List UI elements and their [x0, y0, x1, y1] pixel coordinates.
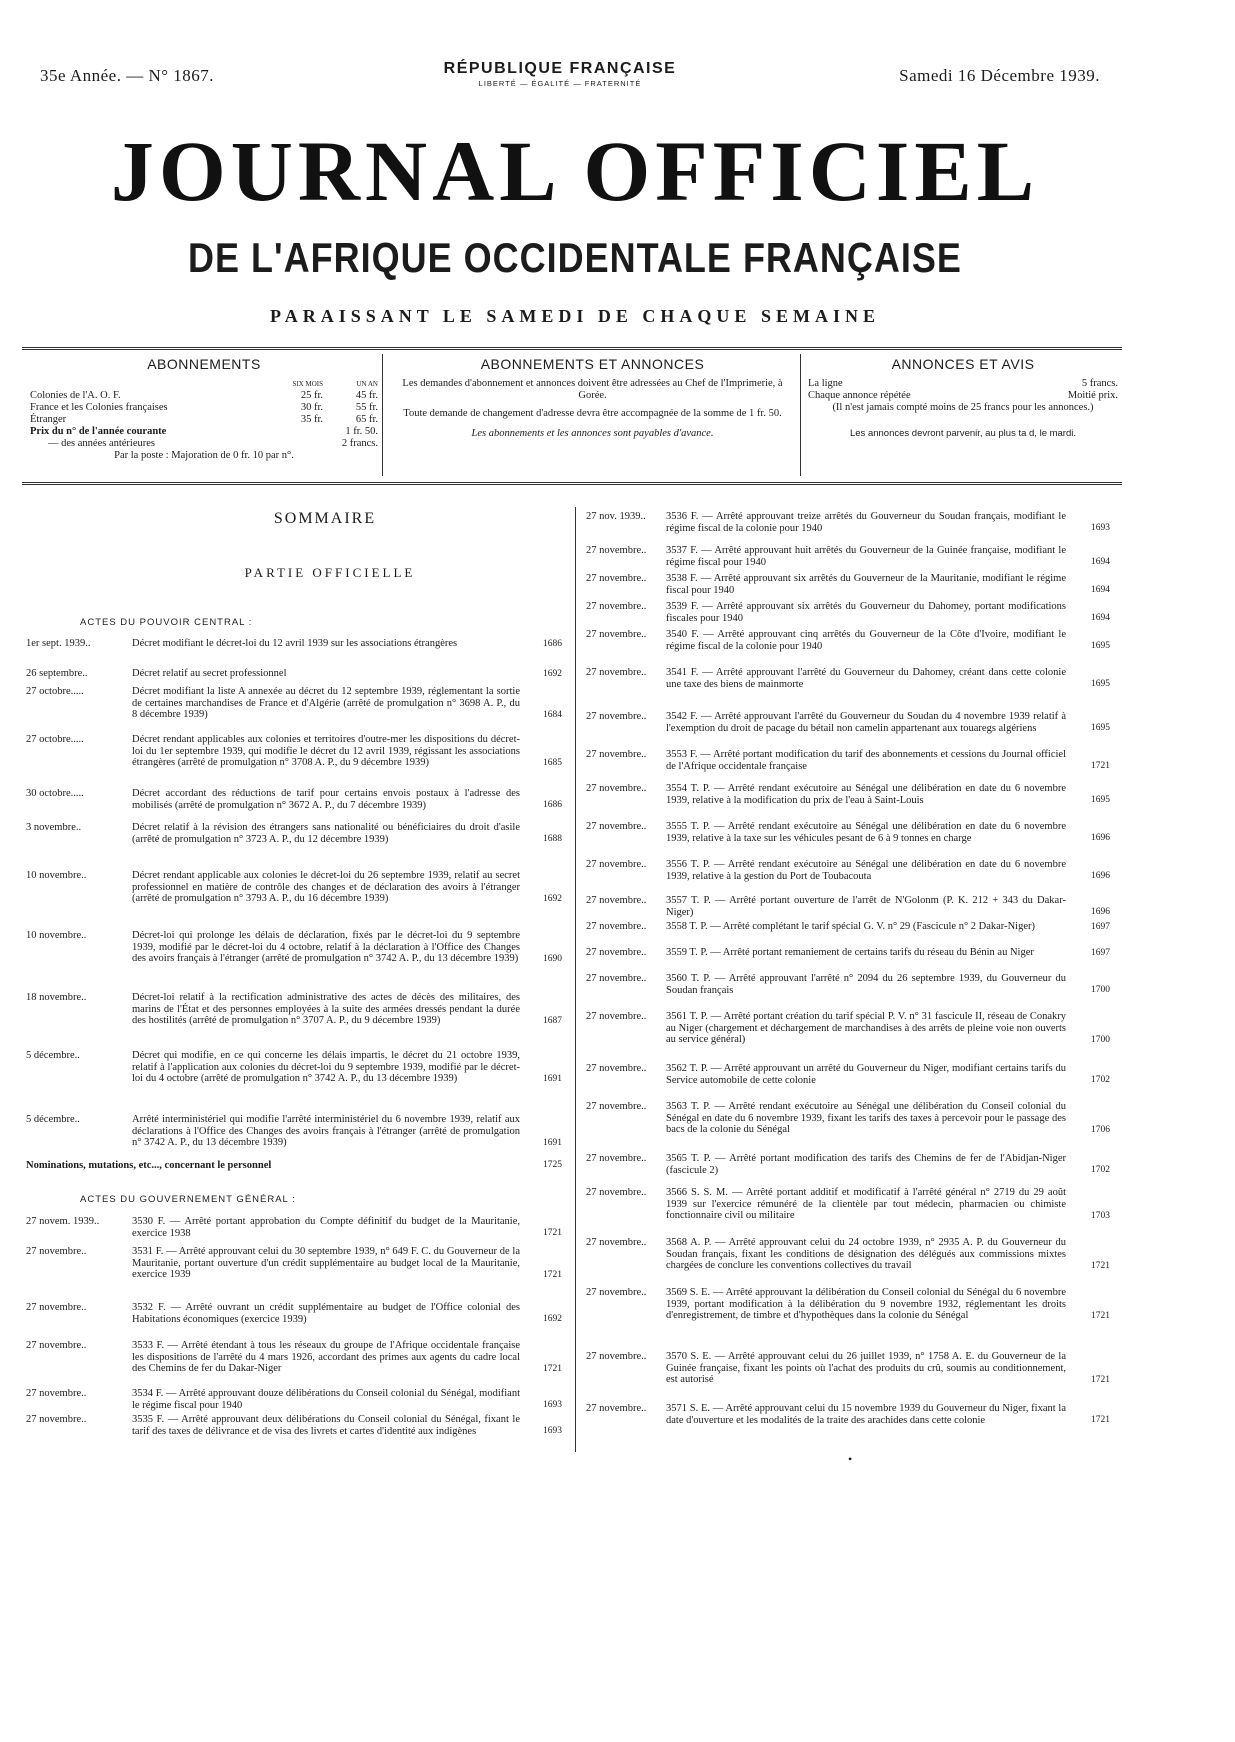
box-divider	[382, 354, 383, 476]
entry-page-number: 1693	[1091, 523, 1110, 533]
entry-date: 27 novembre..	[586, 601, 647, 612]
entry-text: 3569 S. E. — Arrêté approuvant la délibération du Conseil colonial du Sénégal du 6 novembre 1939, portant modification à la délibération du 9 novembre 1932, réglementant les droits d'enregistrement, de timbre et d'hypothèques dans la colonie du Sénégal	[666, 1287, 1066, 1321]
entry-text: Décret modifiant la liste A annexée au décret du 12 septembre 1939, réglementant la sortie de certaines marchandises de France et d'Algérie (arrêté de promulgation n° 3698 A. P., du 8 décembre 1939)	[132, 686, 520, 720]
entry-text: 3555 T. P. — Arrêté rendant exécutoire au Sénégal une délibération en date du 6 novembre 1939, relative à la taxe sur les véhicules pesant de 6 à 9 tonnes en charge	[666, 821, 1066, 844]
entry-page-number: 1721	[543, 1364, 562, 1374]
entry-date: 27 novembre..	[586, 1403, 647, 1414]
table-row: — des années antérieures 2 francs.	[48, 438, 378, 449]
entry-page-number: 1693	[543, 1426, 562, 1436]
entry-date: 10 novembre..	[26, 930, 87, 941]
abonnements-column	[30, 356, 378, 474]
entry-text: 3568 A. P. — Arrêté approuvant celui du 24 octobre 1939, n° 2935 A. P. du Gouverneur du Soudan français, fixant les conditions de désignation des délégués aux commissions mixtes chargées de conclure les conventions collectives du travail	[666, 1237, 1066, 1271]
entry-page-number: 1721	[1091, 1415, 1110, 1425]
entry-text: 3557 T. P. — Arrêté portant ouverture de l'arrêt de N'Golonm (P. K. 212 + 343 du Dakar-Niger)	[666, 895, 1066, 918]
entry-page-number: 1697	[1091, 922, 1110, 932]
entry-text: 3533 F. — Arrêté étendant à tous les réseaux du groupe de l'Afrique occidentale française les dispositions de l'arrêté du 4 mars 1926, accordant des primes aux agents du cadre local des Chemins de fer du Dakar-Niger	[132, 1340, 520, 1374]
column-divider	[575, 507, 576, 1452]
entry-text: 3556 T. P. — Arrêté rendant exécutoire au Sénégal une délibération en date du 6 novembre 1939, relative à la gestion du Port de Toubacouta	[666, 859, 1066, 882]
box-divider	[800, 354, 801, 476]
entry-text: 3558 T. P. — Arrêté complétant le tarif spécial G. V. n° 29 (Fascicule n° 2 Dakar-Niger)	[666, 921, 1035, 932]
entry-text: 3571 S. E. — Arrêté approuvant celui du 15 novembre 1939 du Gouverneur du Niger, fixant la date d'ouverture et les modalités de la traite des arachides dans cette colonie	[666, 1403, 1066, 1426]
entry-page-number: 1702	[1091, 1165, 1110, 1175]
issue-date: Samedi 16 Décembre 1939.	[899, 66, 1100, 85]
issue-number: 35e Année. — N° 1867.	[40, 66, 215, 85]
publication-frequency: PARAISSANT LE SAMEDI DE CHAQUE SEMAINE	[270, 306, 880, 326]
entry-date: 27 novembre..	[586, 749, 647, 760]
entry-date: 27 novembre..	[586, 821, 647, 832]
entry-date: 18 novembre..	[26, 992, 87, 1003]
entry-text: 3539 F. — Arrêté approuvant six arrêtés du Gouverneur du Dahomey, portant modifications fiscales pour 1940	[666, 601, 1066, 624]
entry-page-number: 1685	[543, 758, 562, 768]
entry-date: 27 novembre..	[26, 1414, 87, 1425]
entry-text: Arrêté interministériel qui modifie l'arrêté interministériel du 6 novembre 1939, relatif aux déclarations à l'Office des Changes des avoirs français à l'étranger (arrêté de promulgation n° 3742 A. P., du 13 décembre 1939)	[132, 1114, 520, 1148]
republic-label: RÉPUBLIQUE FRANÇAISE	[443, 60, 677, 77]
entry-text: 3560 T. P. — Arrêté approuvant l'arrêté n° 2094 du 26 septembre 1939, du Gouverneur du Soudan français	[666, 973, 1066, 996]
entry-page-number: 1692	[543, 1314, 562, 1324]
entry-text: Décret-loi qui prolonge les délais de déclaration, fixés par le décret-loi du 9 septembre 1939, modifié par le décret-loi du 4 octobre, relatif à la déclaration à l'Office des Changes des avoirs français à l'étranger (arrêté de promulgation n° 3742 A. P., du 13 décembre 1939)	[132, 930, 520, 964]
entry-date: 27 nov. 1939..	[586, 511, 646, 522]
entry-text: 3531 F. — Arrêté approuvant celui du 30 septembre 1939, n° 649 F. C. du Gouverneur de la Mauritanie, portant ouverture d'un crédit supplémentaire au budget local de la Mauritanie, exercice 1939	[132, 1246, 520, 1280]
table-row: France et les Colonies françaises 30 fr. 55 fr.	[30, 402, 378, 413]
entry-text: 3566 S. S. M. — Arrêté portant additif et modificatif à l'arrêté général n° 2719 du 29 août 1939 sur l'exercice rémunéré de la clientèle par tout médecin, pharmacien ou chimiste fonctionnaire civil ou militaire	[666, 1187, 1066, 1221]
entry-page-number: 1691	[543, 1074, 562, 1084]
entry-page-number: 1721	[543, 1228, 562, 1238]
entry-text: 3534 F. — Arrêté approuvant douze délibérations du Conseil colonial du Sénégal, modifiant le régime fiscal pour 1940	[132, 1388, 520, 1411]
entry-date: 27 octobre.....	[26, 734, 84, 745]
col-six-mois: SIX MOIS	[292, 380, 323, 388]
entry-page-number: 1696	[1091, 871, 1110, 881]
entry-page-number: 1695	[1091, 641, 1110, 651]
nominations-label: Nominations, mutations, etc..., concernant le personnel	[26, 1160, 272, 1171]
entry-text: Décret accordant des réductions de tarif pour certains envois postaux à l'adresse des mobilisés (arrêté de promulgation n° 3672 A. P., du 7 décembre 1939)	[132, 788, 520, 811]
entry-text: 3530 F. — Arrêté portant approbation du Compte définitif du budget de la Mauritanie, exercice 1938	[132, 1216, 520, 1239]
journal-subtitle: DE L'AFRIQUE OCCIDENTALE FRANÇAISE	[188, 233, 962, 281]
entry-text: 3562 T. P. — Arrêté approuvant un arrêté du Gouverneur du Niger, modifiant certains tarifs du Service automobile de cette colonie	[666, 1063, 1066, 1086]
entry-date: 27 novembre..	[586, 895, 647, 906]
entry-date: 26 septembre..	[26, 668, 88, 679]
motto: LIBERTÉ — ÉGALITÉ — FRATERNITÉ	[478, 79, 642, 88]
entry-page-number: 1684	[543, 710, 562, 720]
entry-date: 27 novembre..	[586, 859, 647, 870]
entry-date: 5 décembre..	[26, 1114, 80, 1125]
entry-date: 27 novembre..	[586, 1101, 647, 1112]
republic-header	[380, 60, 740, 88]
entry-page-number: 1721	[1091, 1311, 1110, 1321]
entry-page-number: 1695	[1091, 723, 1110, 733]
entry-page-number: 1690	[543, 954, 562, 964]
entry-date: 27 novembre..	[586, 783, 647, 794]
entry-page-number: 1692	[543, 669, 562, 679]
entry-page-number: 1695	[1091, 679, 1110, 689]
entry-text: 3537 F. — Arrêté approuvant huit arrêtés du Gouverneur de la Guinée française, modifiant le régime fiscal pour 1940	[666, 545, 1066, 568]
entry-date: 27 novembre..	[586, 711, 647, 722]
entry-page-number: 1694	[1091, 613, 1110, 623]
annonces-column	[808, 356, 1118, 474]
entry-page-number: 1696	[1091, 907, 1110, 917]
entry-page-number: 1694	[1091, 557, 1110, 567]
abonnements-table	[30, 378, 378, 450]
entry-page-number: 1686	[543, 800, 562, 810]
entry-page-number: 1691	[543, 1138, 562, 1148]
entry-date: 10 novembre..	[26, 870, 87, 881]
entry-date: 27 novembre..	[26, 1302, 87, 1313]
entry-date: 27 novembre..	[586, 1237, 647, 1248]
subscription-box	[22, 347, 1122, 485]
change-address-note: Toute demande de changement d'adresse devra être accompagnée de la somme de 1 fr. 50.	[403, 408, 782, 419]
entry-text: 3570 S. E. — Arrêté approuvant celui du 26 juillet 1939, n° 1758 A. E. du Gouverneur de la Guinée française, fixant les points où l'achat des produits du crû, soumis au conditionnement, est autorisé	[666, 1351, 1066, 1385]
entry-text: 3554 T. P. — Arrêté rendant exécutoire au Sénégal une délibération en date du 6 novembre 1939, relative à la modification du prix de l'eau à Saint-Louis	[666, 783, 1066, 806]
entry-text: 3538 F. — Arrêté approuvant six arrêtés du Gouverneur de la Mauritanie, modifiant le régime fiscal pour 1940	[666, 573, 1066, 596]
poste-note: Par la poste : Majoration de 0 fr. 10 par n°.	[114, 450, 294, 461]
entry-page-number: 1688	[543, 834, 562, 844]
entry-text: Décret-loi relatif à la rectification administrative des actes de décès des militaires, des marins de l'État et des personnes employées à la suite des armées dressés pendant la durée des hostilités (arrêté de promulgation n° 3707 A. P., du 9 décembre 1939)	[132, 992, 520, 1026]
minimum-note: (Il n'est jamais compté moins de 25 francs pour les annonces.)	[832, 402, 1094, 413]
entry-date: 27 novem. 1939..	[26, 1216, 100, 1227]
entry-date: 27 novembre..	[586, 1011, 647, 1022]
col-un-an: UN AN	[356, 380, 378, 388]
entry-text: Décret rendant applicables aux colonies et territoires d'outre-mer les dispositions du décret-loi du 1er septembre 1939, qui modifie le décret du 12 avril 1939, régissant les associations étrangères (arrêté de promulgation n° 3708 A. P., du 9 décembre 1939)	[132, 734, 520, 768]
entry-date: 27 novembre..	[586, 921, 647, 932]
ligne-price: La ligne 5 francs.	[808, 378, 1118, 389]
entry-date: 27 novembre..	[586, 545, 647, 556]
entry-date: 27 novembre..	[586, 629, 647, 640]
entry-date: 27 novembre..	[26, 1246, 87, 1257]
entry-date: 27 novembre..	[26, 1388, 87, 1399]
entry-date: 27 novembre..	[586, 947, 647, 958]
entry-date: 27 novembre..	[26, 1340, 87, 1351]
table-row: Prix du n° de l'année courante 1 fr. 50.	[30, 426, 378, 437]
entry-text: 3559 T. P. — Arrêté portant remaniement de certains tarifs du réseau du Bénin au Niger	[666, 947, 1034, 958]
abon-annonces-heading: ABONNEMENTS ET ANNONCES	[480, 356, 705, 372]
entry-date: 27 novembre..	[586, 1351, 647, 1362]
entry-date: 27 novembre..	[586, 573, 647, 584]
address-note: Les demandes d'abonnement et annonces doivent être adressées au Chef de l'Imprimerie, à Gorée.	[402, 378, 783, 401]
entry-date: 27 novembre..	[586, 1187, 647, 1198]
abon-annonces-column	[390, 356, 795, 474]
entry-page-number: 1700	[1091, 1035, 1110, 1045]
entry-text: 3536 F. — Arrêté approuvant treize arrêtés du Gouverneur du Soudan français, modifiant le régime fiscal de la colonie pour 1940	[666, 511, 1066, 534]
entry-text: 3541 F. — Arrêté approuvant l'arrêté du Gouverneur du Dahomey, créant dans cette colonie une taxe des biens de mainmorte	[666, 667, 1066, 690]
entry-page-number: 1721	[543, 1270, 562, 1280]
entry-date: 1er sept. 1939..	[26, 638, 91, 649]
payment-note: Les abonnements et les annonces sont payables d'avance.	[471, 428, 714, 439]
table-row: Étranger 35 fr. 65 fr.	[30, 414, 378, 425]
entry-text: 3553 F. — Arrêté portant modification du tarif des abonnements et cessions du Journal officiel de l'Afrique occidentale française	[666, 749, 1066, 772]
entry-text: Décret rendant applicable aux colonies le décret-loi du 26 septembre 1939, relatif au secret professionnel en matière de contrôle des changes et de déclaration des avoirs à l'étranger (arrêté de promulgation n° 3793 A. P., du 16 décembre 1939)	[132, 870, 520, 904]
nominations-page: 1725	[543, 1160, 562, 1170]
entry-page-number: 1703	[1091, 1211, 1110, 1221]
table-row: Colonies de l'A. O. F. 25 fr. 45 fr.	[30, 390, 378, 401]
repetee-price: Chaque annonce répétée Moitié prix.	[808, 390, 1118, 401]
journal-title: JOURNAL OFFICIEL	[110, 123, 1040, 219]
entry-date: 5 décembre..	[26, 1050, 80, 1061]
entry-text: 3563 T. P. — Arrêté rendant exécutoire au Sénégal une délibération du Conseil colonial du Sénégal en date du 6 novembre 1939, fixant les tarifs des taxes à percevoir pour le passage des bacs de la colonie du Sénégal	[666, 1101, 1066, 1135]
entry-text: 3540 F. — Arrêté approuvant cinq arrêtés du Gouverneur de la Côte d'Ivoire, modifiant le régime fiscal de la colonie pour 1940	[666, 629, 1066, 652]
entry-page-number: 1693	[543, 1400, 562, 1410]
entry-text: 3535 F. — Arrêté approuvant deux délibérations du Conseil colonial du Sénégal, fixant le tarif des taxes de délivrance et de visa des livrets et cartes d'identité aux indigènes	[132, 1414, 520, 1437]
entry-page-number: 1721	[1091, 1375, 1110, 1385]
entry-text: Décret relatif à la révision des étrangers sans nationalité ou bénéficiaires du droit d'asile (arrêté de promulgation n° 3723 A. P., du 12 décembre 1939)	[132, 822, 520, 845]
abonnements-heading: ABONNEMENTS	[147, 356, 261, 372]
entry-page-number: 1697	[1091, 948, 1110, 958]
entry-page-number: 1721	[1091, 1261, 1110, 1271]
entry-page-number: 1686	[543, 639, 562, 649]
entry-text: Décret qui modifie, en ce qui concerne les délais impartis, le décret du 21 octobre 1939, relatif à l'application aux colonies du décret-loi du 9 septembre 1939, modifié par le décret-loi du 4 octobre (arrêté de promulgation n° 3742 A. P., du 13 décembre 1939)	[132, 1050, 520, 1084]
entry-text: 3532 F. — Arrêté ouvrant un crédit supplémentaire au budget de l'Office colonial des Habitations économiques (exercice 1939)	[132, 1302, 520, 1325]
entry-page-number: 1700	[1091, 985, 1110, 995]
section-pouvoir-central: ACTES DU POUVOIR CENTRAL :	[80, 617, 253, 628]
entry-page-number: 1694	[1091, 585, 1110, 595]
entry-page-number: 1695	[1091, 795, 1110, 805]
entry-page-number: 1696	[1091, 833, 1110, 843]
entry-text: 3542 F. — Arrêté approuvant l'arrêté du Gouverneur du Soudan du 4 novembre 1939 relatif à l'exemption du droit de pacage du bétail non camelin appartenant aux touaregs algériens	[666, 711, 1066, 734]
entry-text: 3565 T. P. — Arrêté portant modification des tarifs des Chemins de fer de l'Abidjan-Niger (fascicule 2)	[666, 1153, 1066, 1176]
entry-text: Décret modifiant le décret-loi du 12 avril 1939 sur les associations étrangères	[132, 638, 458, 649]
partie-officielle-title: PARTIE OFFICIELLE	[244, 565, 416, 580]
entry-date: 3 novembre..	[26, 822, 82, 833]
deadline-note: Les annonces devront parvenir, au plus ta d, le mardi.	[849, 428, 1077, 439]
sommaire-title: SOMMAIRE	[273, 510, 377, 527]
entry-date: 27 novembre..	[586, 973, 647, 984]
entry-page-number: 1706	[1091, 1125, 1110, 1135]
entry-text: Décret relatif au secret professionnel	[132, 668, 287, 679]
entry-date: 30 octobre.....	[26, 788, 84, 799]
footer-mark: •	[848, 1452, 853, 1466]
entry-date: 27 novembre..	[586, 1287, 647, 1298]
entry-page-number: 1687	[543, 1016, 562, 1026]
entry-page-number: 1721	[1091, 761, 1110, 771]
section-gouvernement-general: ACTES DU GOUVERNEMENT GÉNÉRAL :	[80, 1194, 296, 1205]
entry-date: 27 novembre..	[586, 1063, 647, 1074]
annonces-heading: ANNONCES ET AVIS	[891, 356, 1035, 372]
entry-date: 27 novembre..	[586, 1153, 647, 1164]
entry-page-number: 1692	[543, 894, 562, 904]
entry-date: 27 novembre..	[586, 667, 647, 678]
entry-date: 27 octobre.....	[26, 686, 84, 697]
entry-text: 3561 T. P. — Arrêté portant création du tarif spécial P. V. n° 31 fascicule II, réseau de Conakry au Niger (chargement et déchargement de marchandises à des arrêts de pleine voie non ouverts au service général)	[666, 1011, 1066, 1045]
entry-page-number: 1702	[1091, 1075, 1110, 1085]
